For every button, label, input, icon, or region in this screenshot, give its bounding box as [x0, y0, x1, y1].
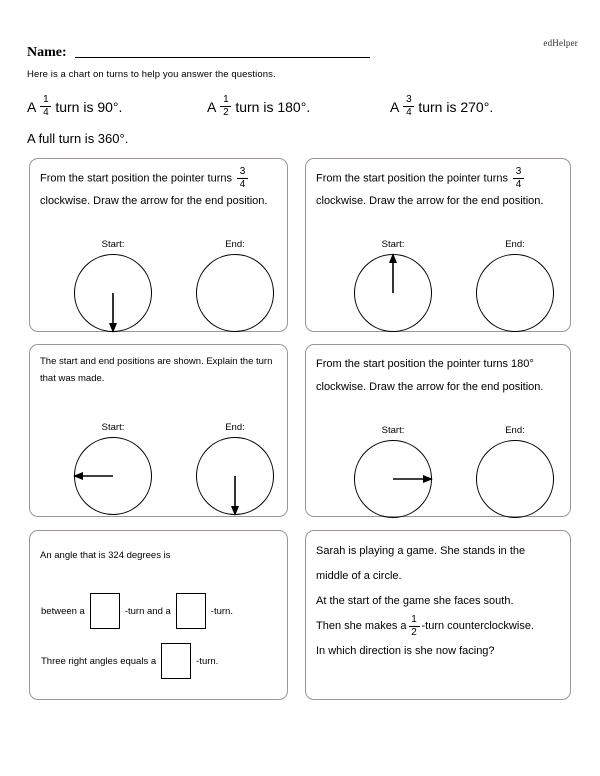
fraction-numerator: 3 [406, 94, 412, 105]
answer-box-1[interactable] [90, 593, 120, 629]
name-write-line[interactable] [75, 57, 370, 58]
question-4-text: From the start position the pointer turns 180° clockwise. Draw the arrow for the end position. [316, 358, 544, 393]
end-arrow-south-icon [196, 437, 274, 515]
turn-fact-tail: turn is 90°. [55, 98, 123, 115]
fraction-numerator: 1 [223, 94, 229, 105]
end-circle[interactable] [476, 440, 554, 518]
question-6-line4-a: Then she makes a [316, 620, 407, 632]
question-5-line2-b: -turn. [196, 655, 219, 667]
name-label: Name: [27, 45, 67, 60]
fraction-numerator: 1 [411, 614, 417, 625]
turn-fact-tail: turn is 180°. [235, 98, 311, 115]
question-2-circle-pair [354, 239, 554, 334]
question-3-circle-pair [74, 422, 274, 517]
turn-fact-quarter [27, 95, 122, 118]
fraction-three-quarters [237, 167, 248, 190]
start-arrow-east-icon [354, 440, 432, 518]
question-box-1[interactable] [29, 158, 288, 332]
question-1-text-pre: From the start position the pointer turns [40, 172, 232, 185]
question-1-text [40, 167, 279, 213]
fraction-denominator: 4 [43, 107, 49, 118]
fraction-numerator: 1 [43, 94, 49, 105]
fraction-denominator: 4 [406, 107, 412, 118]
question-5-line2-a: Three right angles equals a [41, 655, 157, 667]
end-label: End: [505, 425, 525, 436]
fraction-numerator: 3 [515, 166, 522, 177]
question-box-6[interactable] [305, 530, 571, 700]
fraction-denominator: 2 [411, 627, 417, 638]
turn-fact-lead: A [27, 98, 37, 115]
end-label: End: [225, 422, 245, 433]
turn-fact-half [207, 95, 310, 118]
intro-text: Here is a chart on turns to help you answer the questions. [27, 69, 276, 80]
turn-fact-tail: turn is 270°. [418, 98, 494, 115]
fraction-three-quarters [513, 167, 524, 190]
end-label: End: [505, 239, 525, 250]
edhelper-logo: edHelper [543, 38, 578, 48]
question-1-circle-pair [74, 239, 274, 334]
end-label: End: [225, 239, 245, 250]
name-field-row [27, 46, 370, 60]
fraction-denominator: 4 [515, 179, 522, 190]
end-circle[interactable] [196, 254, 274, 332]
end-circle[interactable] [476, 254, 554, 332]
fraction-denominator: 2 [223, 107, 229, 118]
question-1-text-post: clockwise. Draw the arrow for the end position. [40, 195, 268, 208]
question-6-line-2: middle of a circle. [316, 570, 402, 582]
turn-fact-lead: A [207, 98, 217, 115]
answer-box-2[interactable] [176, 593, 206, 629]
question-6-line4-b: -turn counterclockwise. [421, 620, 534, 632]
question-4-circle-pair [354, 425, 554, 520]
question-5-prompt: An angle that is 324 degrees is [40, 550, 171, 561]
start-label: Start: [381, 425, 405, 436]
question-box-4[interactable] [305, 344, 571, 517]
start-arrow-north-icon [354, 254, 432, 332]
question-5-line-2 [41, 643, 218, 679]
question-2-text-pre: From the start position the pointer turns [316, 172, 508, 185]
turn-fact-three-quarter [390, 95, 493, 118]
question-5-line1-b: -turn and a [124, 605, 171, 617]
question-3-text: The start and end positions are shown. Explain the turn that was made. [40, 356, 273, 384]
question-box-5[interactable] [29, 530, 288, 700]
question-box-3[interactable] [29, 344, 288, 517]
question-6-line-1: Sarah is playing a game. She stands in the [316, 545, 526, 557]
turn-fact-lead: A [390, 98, 400, 115]
fraction-three-quarters [403, 95, 414, 118]
question-6-line-4 [316, 614, 562, 639]
question-6-text [316, 539, 562, 664]
question-2-text [316, 167, 562, 213]
start-label: Start: [101, 239, 125, 250]
fraction-one-half [220, 95, 231, 118]
start-label: Start: [101, 422, 125, 433]
turn-fact-full: A full turn is 360°. [27, 131, 129, 146]
question-6-line-5: In which direction is she now facing? [316, 645, 495, 657]
start-label: Start: [381, 239, 405, 250]
fraction-numerator: 3 [239, 166, 246, 177]
question-box-2[interactable] [305, 158, 571, 332]
fraction-denominator: 4 [239, 179, 246, 190]
start-arrow-west-icon [74, 437, 152, 515]
question-5-line-1 [41, 593, 233, 629]
fraction-one-quarter [40, 95, 51, 118]
answer-box-3[interactable] [161, 643, 191, 679]
start-arrow-south-icon [74, 254, 152, 332]
question-6-line-3: At the start of the game she faces south. [316, 595, 514, 607]
question-2-text-post: clockwise. Draw the arrow for the end position. [316, 195, 544, 208]
question-5-line1-a: between a [41, 605, 85, 617]
question-5-line1-c: -turn. [210, 605, 233, 617]
fraction-one-half [409, 615, 420, 638]
